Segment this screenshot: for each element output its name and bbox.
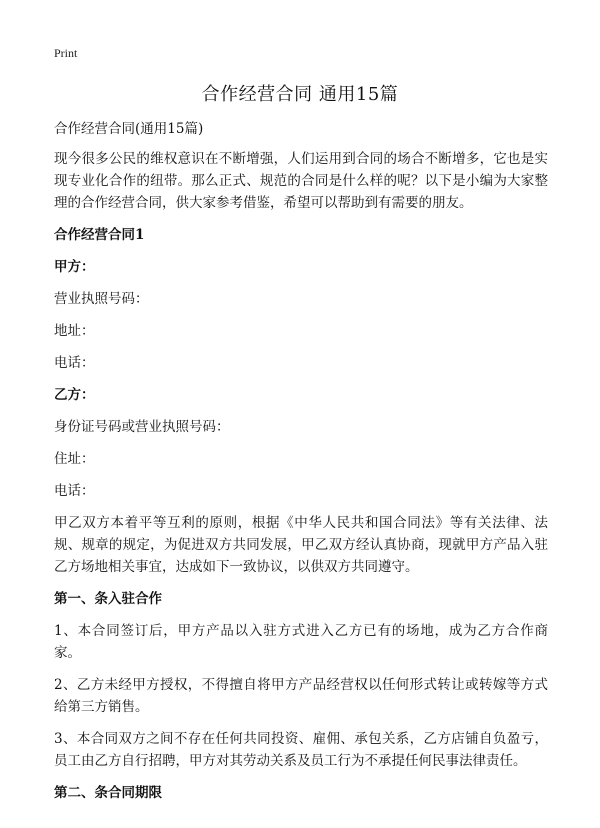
party-a-label: 甲方： — [54, 259, 95, 275]
party-b-label: 乙方： — [54, 387, 95, 403]
party-b-id-or-license: 身份证号码或营业执照号码： — [54, 419, 230, 435]
party-a-address: 地址： — [54, 323, 95, 339]
contract1-heading: 合作经营合同1 — [54, 227, 145, 243]
section1-heading: 第一、条入驻合作 — [54, 591, 162, 607]
section1-item-1: 1、本合同签订后，甲方产品以入驻方式进入乙方已有的场地，成为乙方合作商家。 — [54, 623, 548, 661]
print-link[interactable]: Print — [54, 46, 78, 60]
document-subtitle: 合作经营合同(通用15篇) — [54, 121, 204, 137]
intro-paragraph: 现今很多公民的维权意识在不断增强，人们运用到合同的场合不断增多，它也是实现专业化合作的纽带。那么正式、规范的合同是什么样的呢？以下是小编为大家整理的合作经营合同，供大家参考借鉴，希望可以帮助到有需要的朋友。 — [54, 151, 548, 211]
preamble-paragraph: 甲乙双方本着平等互利的原则，根据《中华人民共和国合同法》等有关法律、法规、规章的规定，为促进双方共同发展，甲乙双方经认真协商，现就甲方产品入驻乙方场地相关事宜，达成如下一致协议，以供双方共同遵守。 — [54, 515, 548, 575]
document-title: 合作经营合同 通用15篇 — [201, 84, 399, 105]
document-body — [54, 118, 548, 804]
section1-item-3: 3、本合同双方之间不存在任何共同投资、雇佣、承包关系，乙方店铺自负盈亏，员工由乙方自行招聘，甲方对其劳动关系及员工行为不承提任何民事法律责任。 — [54, 731, 548, 769]
party-b-phone: 电话： — [54, 483, 95, 499]
section2-heading: 第二、条合同期限 — [54, 785, 162, 801]
section1-item-2: 2、乙方未经甲方授权，不得擅自将甲方产品经营权以任何形式转让或转嫁等方式给第三方销售。 — [54, 677, 548, 715]
party-a-license: 营业执照号码： — [54, 291, 149, 307]
party-a-phone: 电话： — [54, 355, 95, 371]
party-b-address: 住址： — [54, 451, 95, 467]
